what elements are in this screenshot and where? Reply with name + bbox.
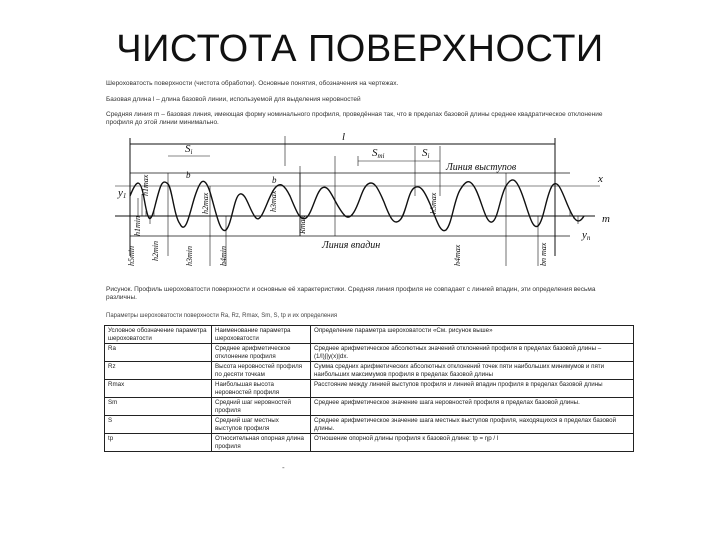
table-header-row [105,326,634,344]
stray-mark: - [282,463,285,472]
cell-definition: Среднее арифметическое абсолютных значений отклонений профиля в пределах базовой длины – (1/l)∫|y(x)|dx. [311,344,634,362]
label-h3min: h3min [185,246,194,266]
label-bn-max: bn max [539,242,548,266]
figure-caption: Рисунок. Профиль шероховатости поверхности и основные её характеристики. Средняя линия профиля не совпадает с линией впадин, эти определения весьма различны. [106,286,596,301]
label-h1max: h1max [141,174,150,196]
label-smi: Smi [372,147,385,160]
label-h2max: h2max [201,192,210,214]
cell-name: Относительная опорная длина профиля [212,434,311,452]
label-y1: y1 [118,187,127,200]
cell-symbol: Rmax [105,380,212,398]
cell-symbol: Rz [105,362,212,380]
cell-symbol: Sm [105,398,212,416]
label-h1min: h1min [133,216,142,236]
label-m: m [602,213,610,225]
intro-line-3: Средняя линия m – базовая линия, имеющая форму номинального профиля, проведённая так, что в пределах базовой длины среднее квадратическое отклонение профиля до этой линии минимально. [106,111,603,126]
label-rmax: Rmax [298,215,307,234]
label-yn: yn [582,229,591,242]
intro-line-1: Шероховатость поверхности (чистота обработки). Основные понятия, обозначения на чертежах. [106,80,399,87]
label-peaks-line: Линия выступов [446,162,517,173]
cell-symbol: tp [105,434,212,452]
table-intro: Параметры шероховатости поверхности Ra, Rz, Rmax, Sm, S, tp и их определения [106,313,338,319]
cell-symbol: Ra [105,344,212,362]
intro-line-2: Базовая длина l – длина базовой линии, используемой для выделения неровностей [106,96,361,103]
table-row [105,344,634,362]
table-row [105,434,634,452]
cell-name: Среднее арифметическое отклонение профиля [212,344,311,362]
cell-name: Наибольшая высота неровностей профиля [212,380,311,398]
cell-definition: Среднее арифметическое значение шага местных выступов профиля, находящихся в пределах базовой длины. [311,416,634,434]
label-h3max: h3max [269,190,278,212]
label-h5min: h5min [127,246,136,266]
label-h4max: h4max [453,244,462,266]
table-row [105,398,634,416]
label-h5max: h5max [429,192,438,214]
label-valleys-line: Линия впадин [322,240,381,251]
header-definition: Определение параметра шероховатости «См. рисунок выше» [311,326,634,344]
label-bi: b [272,175,277,185]
slide-title: ЧИСТОТА ПОВЕРХНОСТИ [116,28,604,70]
label-h2min: h2min [151,241,160,261]
table-row [105,362,634,380]
profile-curve [130,180,584,231]
label-h4min: h4min [219,246,228,266]
cell-symbol: S [105,416,212,434]
label-x: x [598,173,603,185]
label-si-left: Si [185,143,193,156]
header-symbol: Условное обозначение параметра шероховатости [105,326,212,344]
cell-name: Средний шаг местных выступов профиля [212,416,311,434]
cell-name: Средний шаг неровностей профиля [212,398,311,416]
cell-name: Высота неровностей профиля по десяти точкам [212,362,311,380]
header-name: Наименование параметра шероховатости [212,326,311,344]
label-l: l [342,131,346,143]
label-si: Si [422,147,430,160]
label-b1: b [186,170,191,180]
table-row [105,416,634,434]
cell-definition: Отношение опорной длины профиля к базовой длине: tp = ηp / l [311,434,634,452]
parameters-table [104,325,634,452]
cell-definition: Расстояние между линией выступов профиля и линией впадин профиля в пределах базовой длины [311,380,634,398]
table-row [105,380,634,398]
roughness-profile-figure [100,126,620,276]
cell-definition: Среднее арифметическое значение шага неровностей профиля в пределах базовой длины. [311,398,634,416]
cell-definition: Сумма средних арифметических абсолютных отклонений точек пяти наибольших минимумов и пяти наибольших максимумов профиля в пределах базовой длины [311,362,634,380]
